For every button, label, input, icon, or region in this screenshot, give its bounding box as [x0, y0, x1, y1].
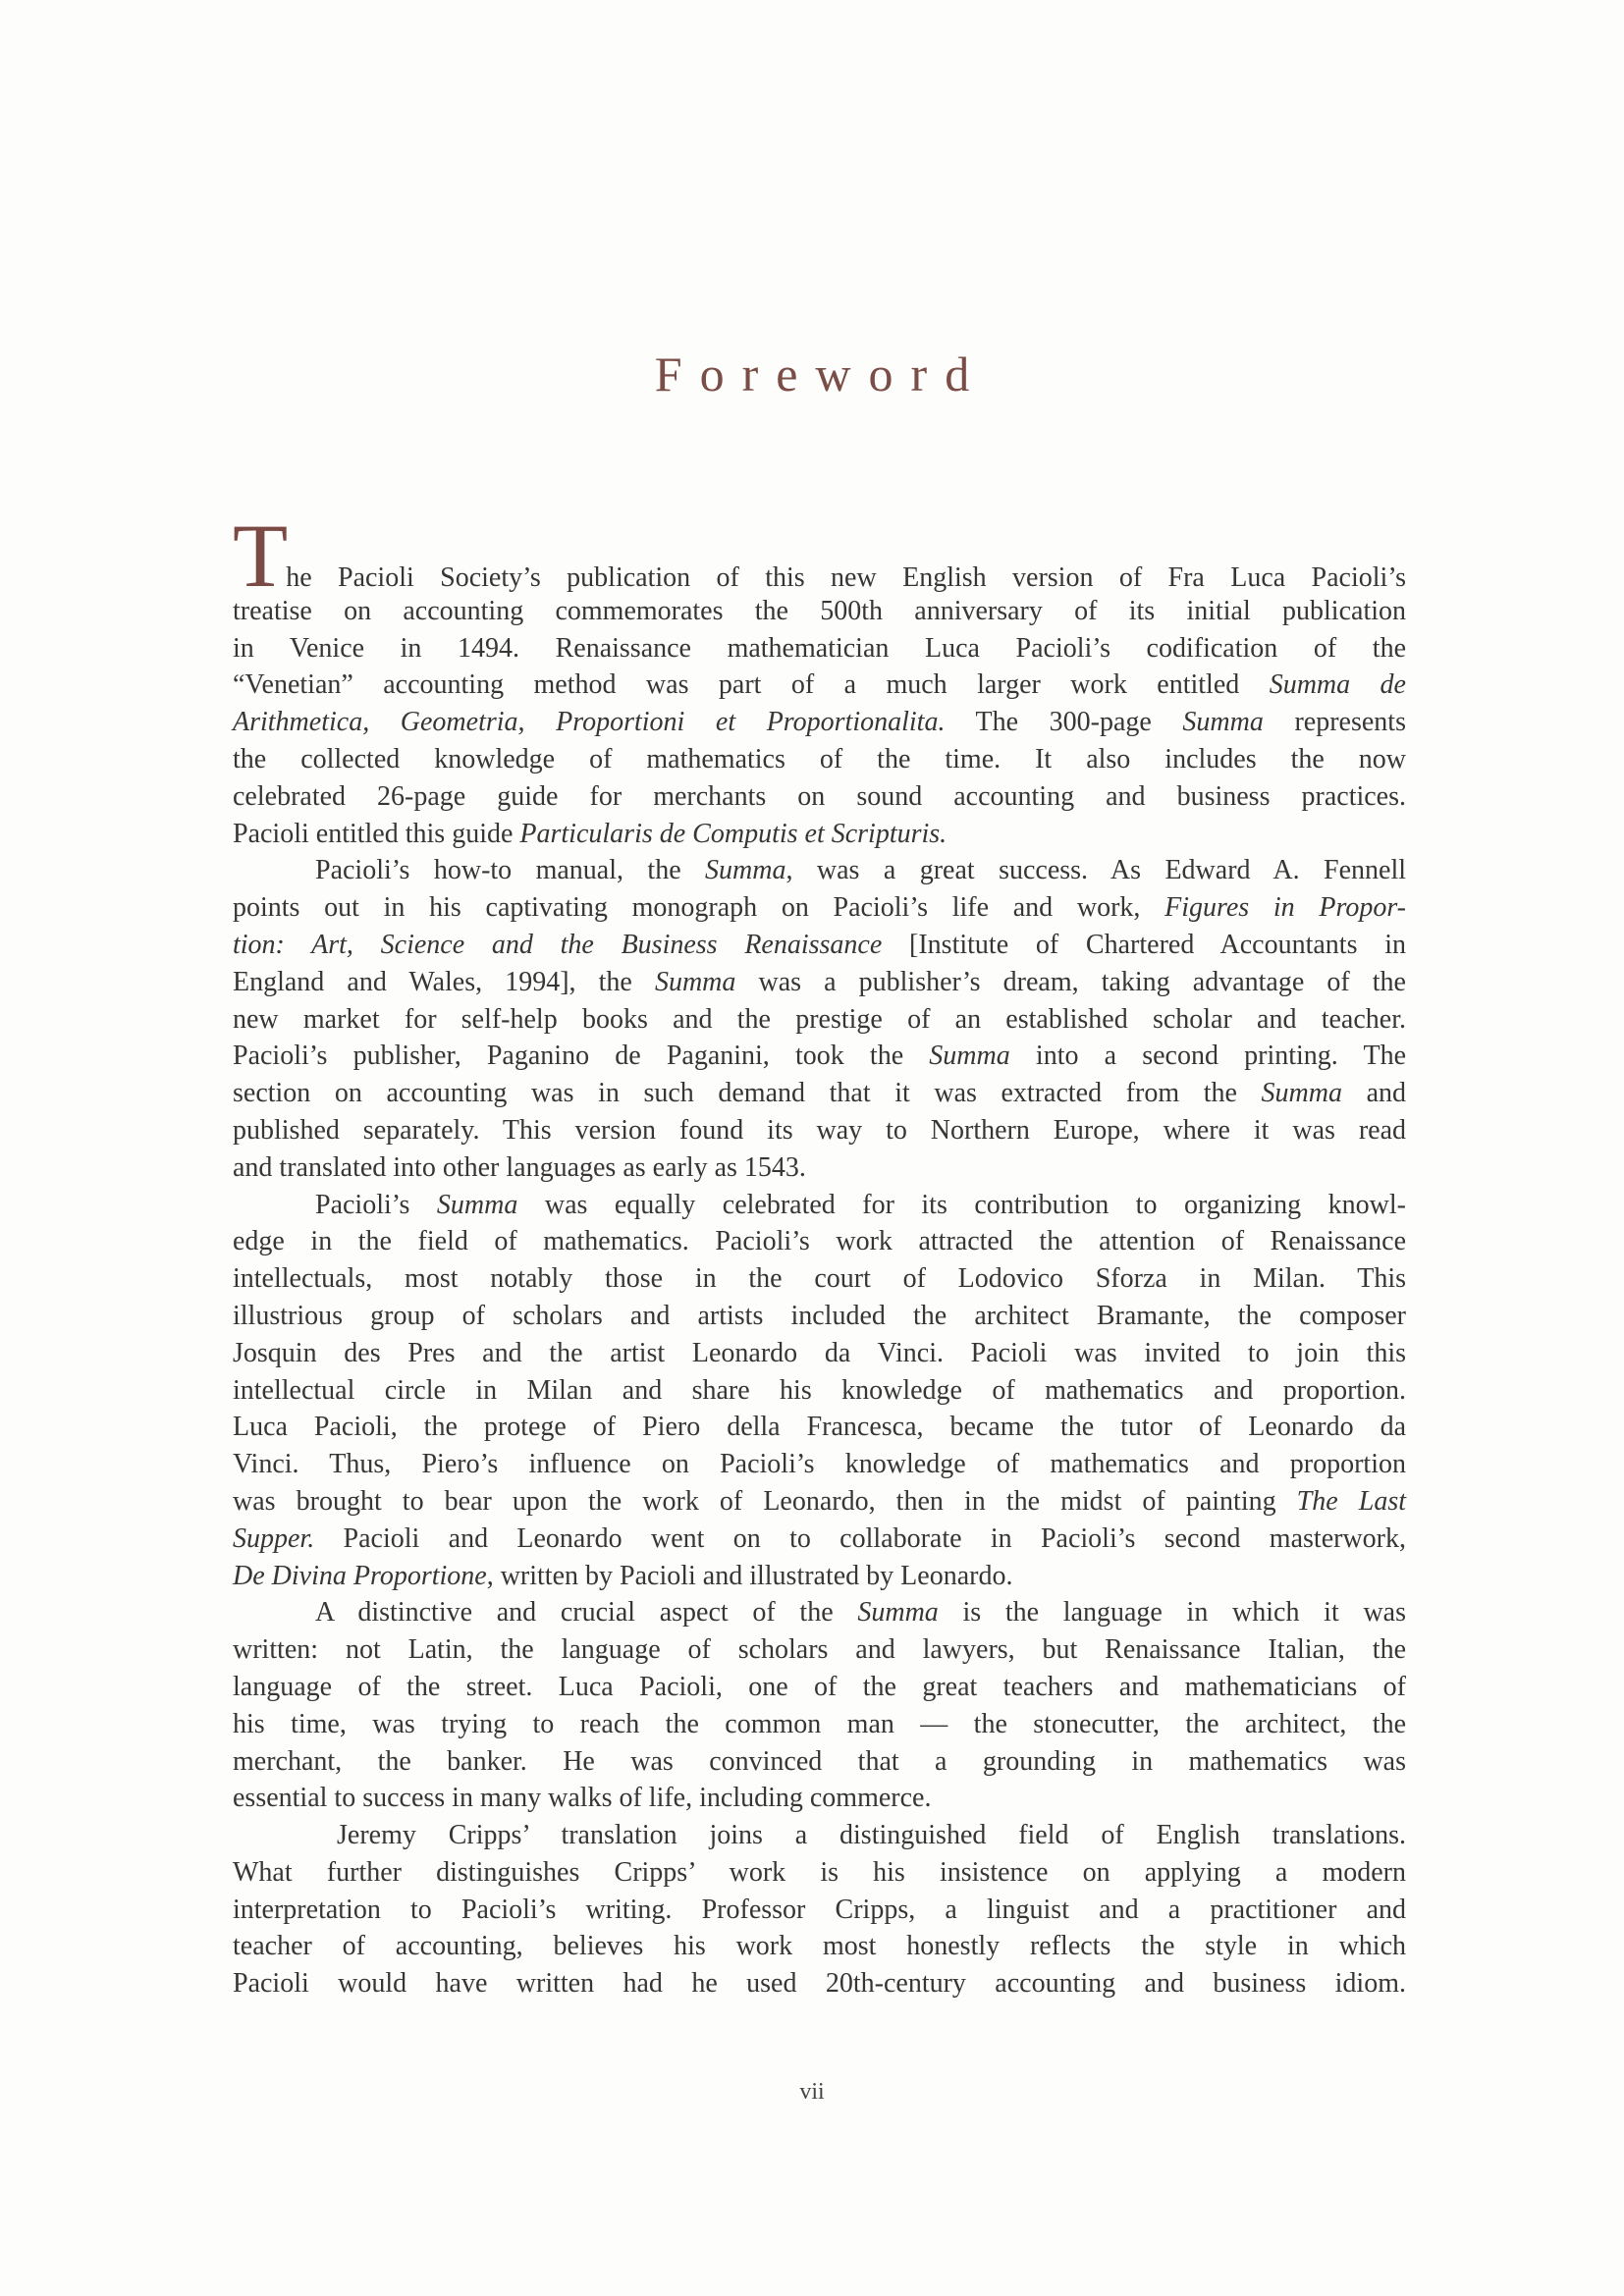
text-line [233, 1669, 1406, 1706]
text-line [233, 741, 1406, 778]
text-line [233, 1187, 1406, 1224]
foreword-body [233, 506, 1407, 2002]
text-run: his time, was trying to reach the common man — the stonecutter, the architect, the [233, 1708, 1406, 1739]
text-line [233, 1075, 1406, 1112]
text-run: What further distinguishes Cripps’ work is his insistence on applying a modern [233, 1856, 1406, 1888]
paragraph [233, 506, 1406, 852]
italic-run: tion: Art, Science and the Business Renaissance [233, 929, 883, 960]
text-line [233, 1558, 1406, 1595]
text-run: in Venice in 1494. Renaissance mathematician Luca Pacioli’s codification of the [233, 632, 1406, 664]
text-line [233, 1854, 1406, 1892]
italic-run: Summa [929, 1041, 1010, 1072]
text-line [233, 704, 1406, 741]
text-run: teacher of accounting, believes his work most honestly reflects the style in which [233, 1931, 1406, 1962]
paragraph [233, 852, 1406, 1186]
text-run: The 300-page [945, 707, 1183, 738]
text-line [233, 1594, 1406, 1631]
text-run: Pacioli and Leonardo went on to collaborate in Pacioli’s second masterwork, [314, 1522, 1406, 1554]
page-title: Foreword [654, 347, 988, 401]
text-line [233, 1298, 1406, 1335]
text-line [233, 1965, 1406, 2002]
text-line [233, 1335, 1406, 1372]
italic-run: Summa [705, 855, 786, 886]
text-line [233, 778, 1406, 816]
text-line [233, 1260, 1406, 1298]
text-run: , written by Pacioli and illustrated by Leonardo. [486, 1560, 1013, 1591]
text-line [233, 964, 1406, 1001]
page-number: vii [799, 2079, 825, 2105]
text-line [233, 1743, 1406, 1781]
italic-run: Summa [1261, 1078, 1342, 1109]
italic-run: Arithmetica, Geometria, Proportioni et Proportionalita. [233, 707, 946, 738]
drop-cap: T [233, 506, 289, 606]
text-run: England and Wales, 1994], the [233, 966, 655, 997]
italic-run: Figures in Propor- [1164, 892, 1406, 924]
italic-run: Summa [857, 1597, 939, 1629]
text-run: Pacioli’s publisher, Paganino de Paganini, took the [233, 1041, 930, 1072]
text-run: is the language in which it was [938, 1597, 1406, 1629]
text-line [233, 1038, 1406, 1075]
text-line [233, 506, 1406, 606]
text-line [233, 1446, 1406, 1483]
text-run: intellectuals, most notably those in the court of Lodovico Sforza in Milan. This [233, 1263, 1406, 1295]
text-line [233, 1409, 1406, 1446]
text-run: treatise on accounting commemorates the 500th anniversary of its initial publication [233, 595, 1406, 626]
text-run: “Venetian” accounting method was part of a much larger work entitled [233, 669, 1270, 701]
text-line [233, 816, 1406, 853]
text-run: into a second printing. The [1009, 1041, 1406, 1072]
text-run: represents [1263, 707, 1406, 738]
text-run: Pacioli entitled this guide [233, 818, 520, 849]
text-line [233, 889, 1406, 927]
italic-run: The Last [1296, 1485, 1406, 1517]
italic-run: De Divina Proportione [233, 1560, 487, 1591]
text-line [233, 630, 1406, 667]
text-line [233, 1001, 1406, 1039]
text-run: written: not Latin, the language of scholars and lawyers, but Renaissance Italian, the [233, 1634, 1406, 1666]
text-line [233, 1706, 1406, 1743]
text-line [233, 667, 1406, 704]
text-run: Vinci. Thus, Piero’s influence on Pacioli’s knowledge of mathematics and proportion [233, 1449, 1406, 1480]
text-run: section on accounting was in such demand that it was extracted from the [233, 1078, 1262, 1109]
italic-run: Particularis de Computis et Scripturis. [519, 818, 947, 849]
text-run: interpretation to Pacioli’s writing. Professor Cripps, a linguist and a practitioner and [233, 1894, 1406, 1925]
text-run: A distinctive and crucial aspect of the [315, 1597, 858, 1629]
text-run: language of the street. Luca Pacioli, one of the great teachers and mathematicians of [233, 1671, 1406, 1702]
text-run: was a publisher’s dream, taking advantage of the [735, 966, 1406, 997]
text-line [233, 1149, 1406, 1187]
text-run: illustrious group of scholars and artists included the architect Bramante, the composer [233, 1300, 1406, 1331]
italic-run: Summa [654, 966, 736, 997]
text-line [233, 852, 1406, 889]
italic-run: Summa [436, 1189, 518, 1220]
text-run: the collected knowledge of mathematics of the time. It also includes the now [233, 743, 1406, 774]
text-run: Pacioli would have written had he used 20th-century accounting and business idiom. [233, 1968, 1406, 2000]
text-run: essential to success in many walks of life, including commerce. [233, 1783, 932, 1814]
text-line [233, 1892, 1406, 1929]
text-run: Pacioli’s [315, 1189, 437, 1220]
text-run: , was a great success. As Edward A. Fennell [785, 855, 1407, 886]
text-line [233, 1372, 1406, 1410]
text-run: he Pacioli Society’s publication of this new English version of Fra Luca Pacioli’s [286, 562, 1406, 593]
text-line [233, 593, 1406, 630]
paragraph [233, 1187, 1406, 1595]
text-run: and [1341, 1078, 1406, 1109]
text-line [233, 1817, 1406, 1854]
text-run: points out in his captivating monograph on Pacioli’s life and work, [233, 892, 1165, 924]
text-line [233, 1780, 1406, 1817]
text-line [233, 1223, 1406, 1260]
paragraph [233, 1594, 1406, 1817]
text-line [233, 1631, 1406, 1669]
text-run: and translated into other languages as early as 1543. [233, 1151, 806, 1183]
text-run: Josquin des Pres and the artist Leonardo da Vinci. Pacioli was invited to join this [233, 1337, 1406, 1368]
paragraph [233, 1817, 1406, 2002]
italic-run: Summa [1182, 707, 1264, 738]
text-line [233, 1928, 1406, 1965]
text-run: [Institute of Chartered Accountants in [882, 929, 1406, 960]
text-run: edge in the field of mathematics. Pacioli’s work attracted the attention of Renaissance [233, 1226, 1406, 1257]
text-run: was equally celebrated for its contribution to organizing knowl- [517, 1189, 1406, 1220]
text-run: merchant, the banker. He was convinced that a grounding in mathematics was [233, 1745, 1406, 1777]
italic-run: Summa de [1269, 669, 1406, 701]
text-run: Jeremy Cripps’ translation joins a distinguished field of English translations. [337, 1820, 1406, 1851]
text-line [233, 927, 1406, 964]
text-run: Luca Pacioli, the protege of Piero della Francesca, became the tutor of Leonardo da [233, 1412, 1406, 1443]
text-line [233, 1521, 1406, 1558]
text-run: published separately. This version found its way to Northern Europe, where it was read [233, 1114, 1406, 1146]
text-line [233, 1112, 1406, 1149]
text-run: new market for self-help books and the prestige of an established scholar and teacher. [233, 1003, 1406, 1035]
text-run: was brought to bear upon the work of Leonardo, then in the midst of painting [233, 1485, 1297, 1517]
text-run: intellectual circle in Milan and share his knowledge of mathematics and proportion. [233, 1374, 1406, 1406]
text-line [233, 1483, 1406, 1521]
italic-run: Supper. [233, 1522, 315, 1554]
text-run: celebrated 26-page guide for merchants on sound accounting and business practices. [233, 780, 1406, 812]
text-run: Pacioli’s how-to manual, the [315, 855, 706, 886]
